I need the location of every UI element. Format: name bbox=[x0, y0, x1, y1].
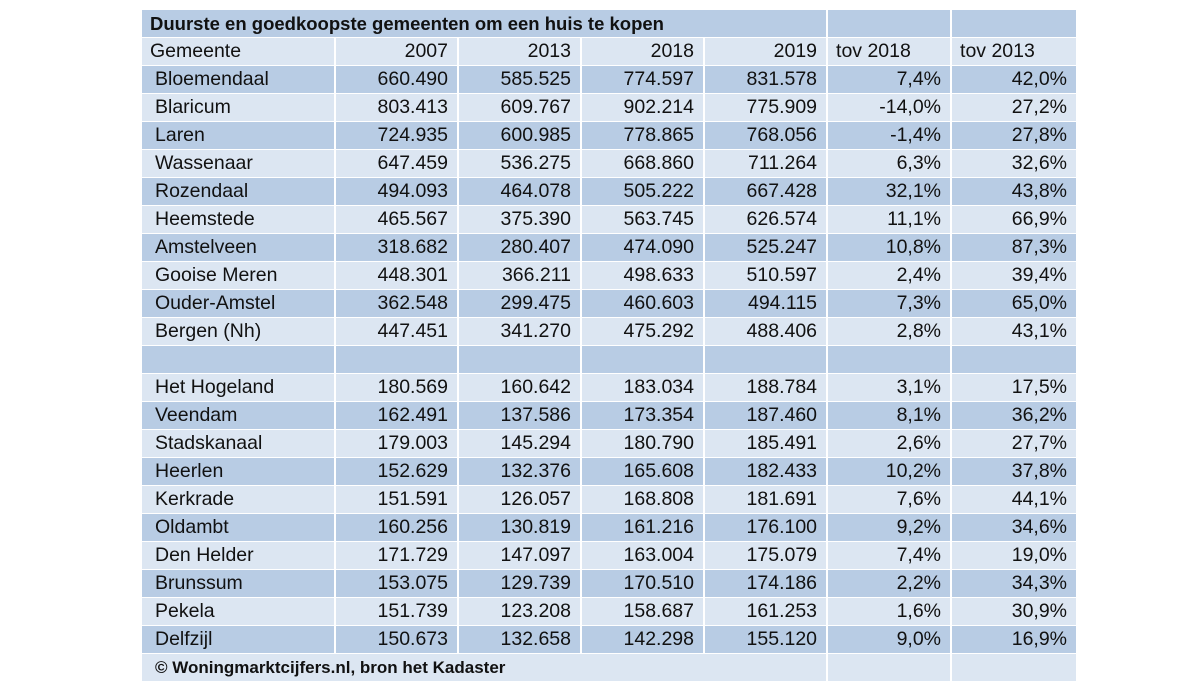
cell-tov2013: 19,0% bbox=[952, 542, 1076, 570]
cell-y2007: 151.739 bbox=[336, 598, 459, 626]
cell-y2013: 137.586 bbox=[459, 402, 582, 430]
cell-y2018: 183.034 bbox=[582, 374, 705, 402]
cell-gemeente: Gooise Meren bbox=[142, 262, 336, 290]
cell-y2013: 129.739 bbox=[459, 570, 582, 598]
cell-y2013: 147.097 bbox=[459, 542, 582, 570]
table-row bbox=[142, 598, 1076, 626]
cell-y2013: 145.294 bbox=[459, 430, 582, 458]
cell-y2018: 180.790 bbox=[582, 430, 705, 458]
spacer-cell bbox=[142, 346, 336, 374]
cell-gemeente: Ouder-Amstel bbox=[142, 290, 336, 318]
cell-y2007: 152.629 bbox=[336, 458, 459, 486]
cell-y2007: 724.935 bbox=[336, 122, 459, 150]
cell-y2019: 188.784 bbox=[705, 374, 828, 402]
cell-tov2018: 6,3% bbox=[828, 150, 952, 178]
cell-gemeente: Het Hogeland bbox=[142, 374, 336, 402]
cell-y2019: 494.115 bbox=[705, 290, 828, 318]
cell-tov2013: 37,8% bbox=[952, 458, 1076, 486]
cell-gemeente: Veendam bbox=[142, 402, 336, 430]
cell-y2013: 341.270 bbox=[459, 318, 582, 346]
cell-gemeente: Rozendaal bbox=[142, 178, 336, 206]
spacer-cell bbox=[336, 346, 459, 374]
cell-tov2018: -1,4% bbox=[828, 122, 952, 150]
cell-tov2018: 8,1% bbox=[828, 402, 952, 430]
cell-y2007: 179.003 bbox=[336, 430, 459, 458]
cell-y2007: 153.075 bbox=[336, 570, 459, 598]
table-row bbox=[142, 150, 1076, 178]
cell-y2018: 774.597 bbox=[582, 66, 705, 94]
cell-tov2018: 9,0% bbox=[828, 626, 952, 654]
cell-y2018: 505.222 bbox=[582, 178, 705, 206]
footer-empty-cell bbox=[952, 654, 1076, 682]
cell-y2018: 142.298 bbox=[582, 626, 705, 654]
title-empty-cell bbox=[952, 10, 1076, 38]
table-title: Duurste en goedkoopste gemeenten om een huis te kopen bbox=[142, 10, 828, 38]
cell-gemeente: Stadskanaal bbox=[142, 430, 336, 458]
table-header-row bbox=[142, 38, 1076, 66]
cell-y2019: 667.428 bbox=[705, 178, 828, 206]
title-empty-cell bbox=[828, 10, 952, 38]
table-row bbox=[142, 318, 1076, 346]
cell-y2013: 299.475 bbox=[459, 290, 582, 318]
header-tov-2018: tov 2018 bbox=[828, 38, 952, 66]
cell-y2007: 494.093 bbox=[336, 178, 459, 206]
table-row bbox=[142, 290, 1076, 318]
cell-tov2013: 17,5% bbox=[952, 374, 1076, 402]
cell-tov2013: 44,1% bbox=[952, 486, 1076, 514]
cell-y2013: 464.078 bbox=[459, 178, 582, 206]
table-row bbox=[142, 542, 1076, 570]
spacer-cell bbox=[952, 346, 1076, 374]
cell-y2019: 175.079 bbox=[705, 542, 828, 570]
spacer-cell bbox=[582, 346, 705, 374]
cell-gemeente: Blaricum bbox=[142, 94, 336, 122]
cell-tov2013: 39,4% bbox=[952, 262, 1076, 290]
cell-gemeente: Heemstede bbox=[142, 206, 336, 234]
cell-tov2013: 36,2% bbox=[952, 402, 1076, 430]
table-row bbox=[142, 430, 1076, 458]
cell-tov2013: 66,9% bbox=[952, 206, 1076, 234]
table-title-row bbox=[142, 10, 1076, 38]
cell-gemeente: Kerkrade bbox=[142, 486, 336, 514]
cell-tov2018: 2,6% bbox=[828, 430, 952, 458]
header-2007: 2007 bbox=[336, 38, 459, 66]
cell-gemeente: Brunssum bbox=[142, 570, 336, 598]
cell-tov2018: -14,0% bbox=[828, 94, 952, 122]
table-row bbox=[142, 178, 1076, 206]
cell-y2013: 366.211 bbox=[459, 262, 582, 290]
cell-tov2013: 34,3% bbox=[952, 570, 1076, 598]
cell-y2007: 803.413 bbox=[336, 94, 459, 122]
cell-y2018: 170.510 bbox=[582, 570, 705, 598]
table-row bbox=[142, 374, 1076, 402]
table-row bbox=[142, 234, 1076, 262]
table-row bbox=[142, 262, 1076, 290]
cell-y2018: 778.865 bbox=[582, 122, 705, 150]
cell-y2013: 609.767 bbox=[459, 94, 582, 122]
cell-y2019: 181.691 bbox=[705, 486, 828, 514]
cell-y2018: 498.633 bbox=[582, 262, 705, 290]
cell-y2007: 362.548 bbox=[336, 290, 459, 318]
cell-y2019: 626.574 bbox=[705, 206, 828, 234]
table-row bbox=[142, 206, 1076, 234]
cell-y2013: 132.658 bbox=[459, 626, 582, 654]
header-gemeente: Gemeente bbox=[142, 38, 336, 66]
cell-tov2018: 10,8% bbox=[828, 234, 952, 262]
cell-y2013: 123.208 bbox=[459, 598, 582, 626]
cell-tov2018: 9,2% bbox=[828, 514, 952, 542]
cell-y2013: 126.057 bbox=[459, 486, 582, 514]
cell-gemeente: Heerlen bbox=[142, 458, 336, 486]
source-credit: © Woningmarktcijfers.nl, bron het Kadaster bbox=[142, 654, 828, 682]
cell-tov2018: 2,8% bbox=[828, 318, 952, 346]
cell-gemeente: Den Helder bbox=[142, 542, 336, 570]
cell-tov2013: 34,6% bbox=[952, 514, 1076, 542]
header-2013: 2013 bbox=[459, 38, 582, 66]
cell-tov2013: 42,0% bbox=[952, 66, 1076, 94]
cell-y2019: 510.597 bbox=[705, 262, 828, 290]
cell-y2007: 171.729 bbox=[336, 542, 459, 570]
cell-y2019: 768.056 bbox=[705, 122, 828, 150]
cell-gemeente: Pekela bbox=[142, 598, 336, 626]
cell-y2007: 151.591 bbox=[336, 486, 459, 514]
price-table bbox=[142, 10, 1076, 682]
cell-gemeente: Amstelveen bbox=[142, 234, 336, 262]
cell-y2013: 132.376 bbox=[459, 458, 582, 486]
cell-gemeente: Wassenaar bbox=[142, 150, 336, 178]
cell-y2013: 600.985 bbox=[459, 122, 582, 150]
cell-y2013: 130.819 bbox=[459, 514, 582, 542]
cell-tov2018: 7,6% bbox=[828, 486, 952, 514]
cell-tov2013: 32,6% bbox=[952, 150, 1076, 178]
table-row bbox=[142, 122, 1076, 150]
cell-y2013: 375.390 bbox=[459, 206, 582, 234]
cell-y2018: 902.214 bbox=[582, 94, 705, 122]
cell-y2013: 280.407 bbox=[459, 234, 582, 262]
table-footer-row bbox=[142, 654, 1076, 682]
cell-y2007: 162.491 bbox=[336, 402, 459, 430]
cell-tov2018: 7,4% bbox=[828, 542, 952, 570]
cell-y2007: 647.459 bbox=[336, 150, 459, 178]
table-row bbox=[142, 626, 1076, 654]
cell-tov2018: 2,2% bbox=[828, 570, 952, 598]
cell-gemeente: Delfzijl bbox=[142, 626, 336, 654]
header-tov-2013: tov 2013 bbox=[952, 38, 1076, 66]
cell-y2013: 160.642 bbox=[459, 374, 582, 402]
cell-y2007: 180.569 bbox=[336, 374, 459, 402]
cell-tov2018: 7,3% bbox=[828, 290, 952, 318]
cell-y2018: 161.216 bbox=[582, 514, 705, 542]
cell-y2019: 176.100 bbox=[705, 514, 828, 542]
price-table-container bbox=[142, 10, 1076, 682]
cell-y2018: 460.603 bbox=[582, 290, 705, 318]
cell-y2007: 447.451 bbox=[336, 318, 459, 346]
cell-y2018: 563.745 bbox=[582, 206, 705, 234]
cell-y2018: 474.090 bbox=[582, 234, 705, 262]
table-row bbox=[142, 94, 1076, 122]
cell-tov2013: 65,0% bbox=[952, 290, 1076, 318]
cell-tov2013: 43,8% bbox=[952, 178, 1076, 206]
cell-y2019: 831.578 bbox=[705, 66, 828, 94]
cell-tov2013: 27,2% bbox=[952, 94, 1076, 122]
cell-tov2013: 27,7% bbox=[952, 430, 1076, 458]
cell-tov2018: 7,4% bbox=[828, 66, 952, 94]
cell-tov2013: 43,1% bbox=[952, 318, 1076, 346]
cell-y2019: 182.433 bbox=[705, 458, 828, 486]
cell-gemeente: Bloemendaal bbox=[142, 66, 336, 94]
cell-gemeente: Bergen (Nh) bbox=[142, 318, 336, 346]
cell-y2019: 525.247 bbox=[705, 234, 828, 262]
cell-y2019: 174.186 bbox=[705, 570, 828, 598]
cell-tov2018: 2,4% bbox=[828, 262, 952, 290]
header-2019: 2019 bbox=[705, 38, 828, 66]
cell-y2007: 465.567 bbox=[336, 206, 459, 234]
cell-tov2013: 16,9% bbox=[952, 626, 1076, 654]
cell-y2019: 185.491 bbox=[705, 430, 828, 458]
cell-y2019: 711.264 bbox=[705, 150, 828, 178]
table-row bbox=[142, 402, 1076, 430]
cell-y2019: 775.909 bbox=[705, 94, 828, 122]
cell-y2013: 585.525 bbox=[459, 66, 582, 94]
table-row bbox=[142, 66, 1076, 94]
cell-y2007: 160.256 bbox=[336, 514, 459, 542]
table-row bbox=[142, 458, 1076, 486]
cell-y2018: 158.687 bbox=[582, 598, 705, 626]
cell-tov2013: 27,8% bbox=[952, 122, 1076, 150]
cell-y2007: 448.301 bbox=[336, 262, 459, 290]
header-2018: 2018 bbox=[582, 38, 705, 66]
spacer-cell bbox=[705, 346, 828, 374]
cell-y2018: 173.354 bbox=[582, 402, 705, 430]
cell-tov2018: 3,1% bbox=[828, 374, 952, 402]
spacer-row bbox=[142, 346, 1076, 374]
table-row bbox=[142, 514, 1076, 542]
cell-tov2018: 1,6% bbox=[828, 598, 952, 626]
cell-y2019: 155.120 bbox=[705, 626, 828, 654]
cell-gemeente: Oldambt bbox=[142, 514, 336, 542]
footer-empty-cell bbox=[828, 654, 952, 682]
spacer-cell bbox=[828, 346, 952, 374]
table-row bbox=[142, 486, 1076, 514]
cell-y2018: 475.292 bbox=[582, 318, 705, 346]
cell-y2019: 187.460 bbox=[705, 402, 828, 430]
cell-y2007: 150.673 bbox=[336, 626, 459, 654]
cell-gemeente: Laren bbox=[142, 122, 336, 150]
cell-y2019: 161.253 bbox=[705, 598, 828, 626]
cell-y2013: 536.275 bbox=[459, 150, 582, 178]
cell-y2007: 660.490 bbox=[336, 66, 459, 94]
spacer-cell bbox=[459, 346, 582, 374]
cell-tov2013: 87,3% bbox=[952, 234, 1076, 262]
table-row bbox=[142, 570, 1076, 598]
cell-y2007: 318.682 bbox=[336, 234, 459, 262]
cell-y2019: 488.406 bbox=[705, 318, 828, 346]
cell-tov2018: 10,2% bbox=[828, 458, 952, 486]
cell-tov2018: 32,1% bbox=[828, 178, 952, 206]
cell-tov2018: 11,1% bbox=[828, 206, 952, 234]
cell-tov2013: 30,9% bbox=[952, 598, 1076, 626]
cell-y2018: 668.860 bbox=[582, 150, 705, 178]
cell-y2018: 163.004 bbox=[582, 542, 705, 570]
cell-y2018: 165.608 bbox=[582, 458, 705, 486]
cell-y2018: 168.808 bbox=[582, 486, 705, 514]
